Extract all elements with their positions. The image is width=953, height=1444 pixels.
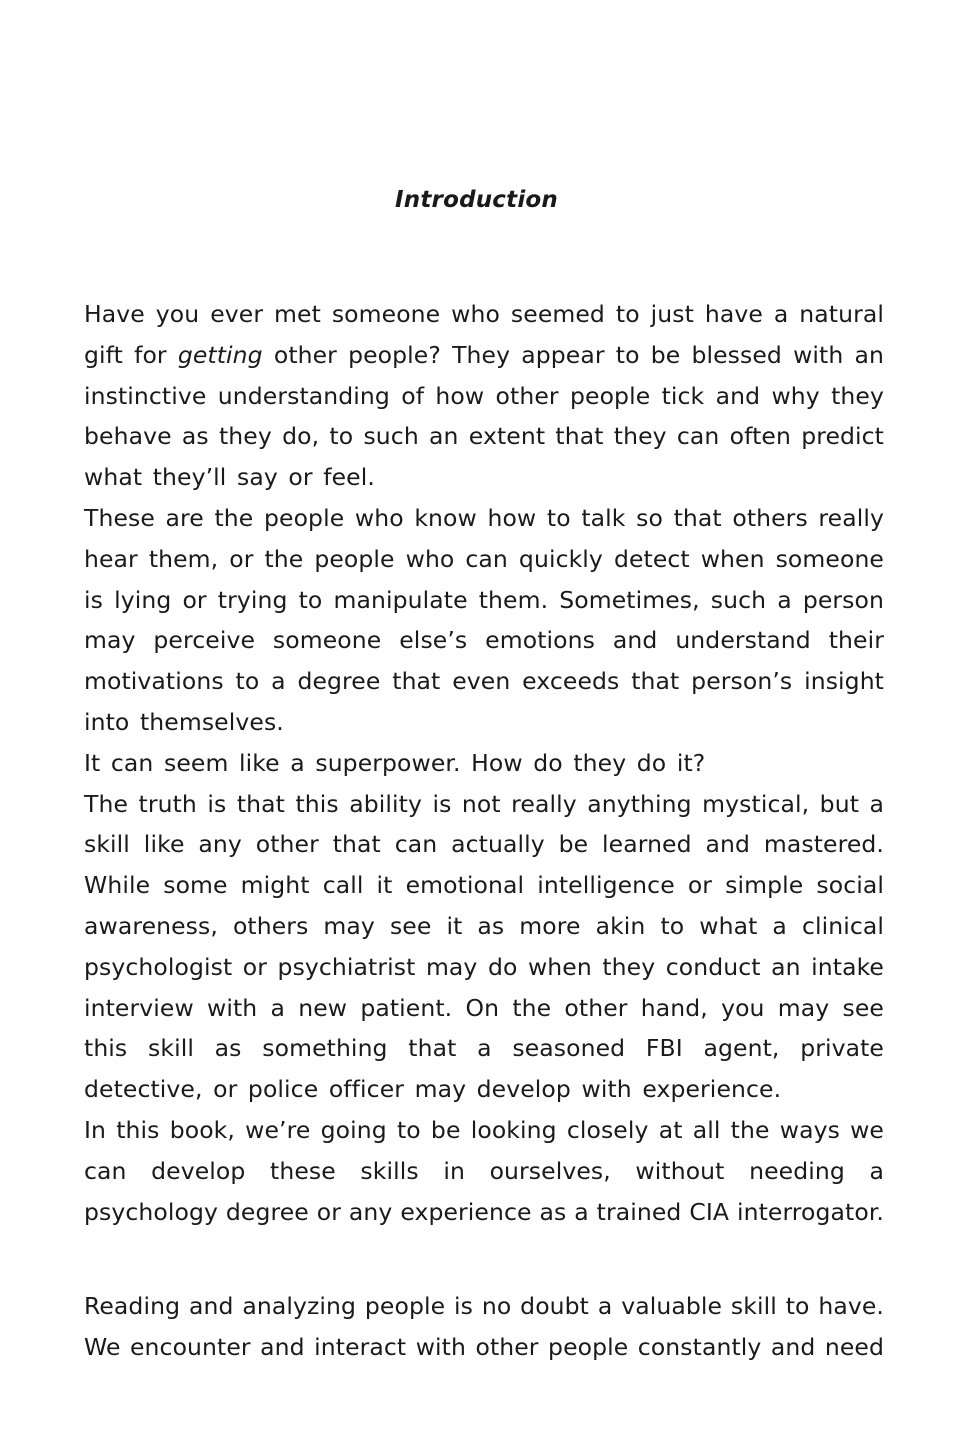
text-line: It can seem like a superpower. How do they do it? [84,748,706,777]
text-line: motivations to a degree that even exceeds that person’s insight [84,667,884,696]
paragraph-5 [84,1110,884,1232]
text-line: what they’ll say or feel. [84,463,375,492]
paragraph-6 [84,1286,884,1368]
text-line: interview with a new patient. On the other hand, you may see [84,993,884,1022]
text-line: While some might call it emotional intelligence or simple social [84,871,884,900]
text-line: Have you ever met someone who seemed to just have a natural [84,300,884,328]
emphasized-word: getting [177,340,263,369]
text-line: skill like any other that can actually be learned and mastered. [84,830,884,859]
text-line: instinctive understanding of how other people tick and why they [84,381,884,410]
text-line: may perceive someone else’s emotions and understand their [84,626,884,655]
text-line: awareness, others may see it as more akin to what a clinical [84,911,884,940]
text-line: psychology degree or any experience as a trained CIA interrogator. [84,1197,884,1226]
paragraph-1 [84,294,884,498]
section-break [84,1232,884,1286]
text-segment: gift for [84,340,178,369]
paragraph-2 [84,498,884,743]
chapter-heading: Introduction [395,187,558,213]
text-line: The truth is that this ability is not really anything mystical, but a [84,789,884,818]
text-line: is lying or trying to manipulate them. Sometimes, such a person [84,585,884,614]
paragraph-4 [84,784,884,1110]
text-line: this skill as something that a seasoned FBI agent, private [84,1034,884,1063]
text-line: can develop these skills in ourselves, without needing a [84,1156,884,1185]
text-line: We encounter and interact with other people constantly and need [84,1333,884,1362]
text-line: hear them, or the people who can quickly detect when someone [84,544,884,573]
text-line [84,335,884,376]
body-text [84,294,884,1368]
text-line: detective, or police officer may develop with experience. [84,1075,782,1104]
text-line: These are the people who know how to talk so that others really [84,503,884,532]
text-segment: other people? They appear to be blessed with an [262,340,884,369]
text-line: Reading and analyzing people is no doubt a valuable skill to have. [84,1292,884,1321]
text-line: In this book, we’re going to be looking closely at all the ways we [84,1115,884,1144]
text-line: into themselves. [84,707,284,736]
paragraph-3 [84,743,884,784]
text-line: behave as they do, to such an extent that they can often predict [84,422,884,451]
text-line: psychologist or psychiatrist may do when they conduct an intake [84,952,884,981]
